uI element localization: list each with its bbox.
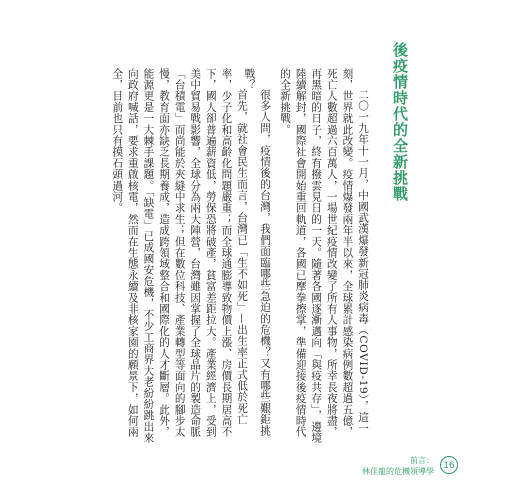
footer-section-label: 前言： [410, 456, 434, 465]
paragraph-text: 二〇一九年十一月，中國武漢爆發新冠肺炎病毒（COVID-19），這一刻，世界就此改變。疫情爆發兩年半以來，全球累計感染病例數超過五億，死亡人數超過六百萬人，一場世紀疫情改變了所有人事物，所幸長夜將盡，再黑暗的日子，終有撥雲見日的一天。隨著各國逐漸邁向「與疫共存」，邊境陸續解封，國際社會開始重回軌道，各國已摩拳擦掌，準備迎接後疫情時代的全新挑戰。 [279, 68, 369, 444]
paragraph-text: 首先，就社會民生而言，台灣已「生不如死」—出生率正式低於死亡率，少子化和高齡化問題嚴重；而全球通膨導致物價上漲、房價長期居高不下，國人卻普遍薪資低，勞保恐將破產，貧富差距拉大。產業經濟上，受到美中貿易戰影響，全球分為兩大陣營，台灣雖因掌握了全球晶片的製造命脈「台積電」而尚能於夾縫中求生；但在數位科技、產業轉型等面向的腳步太慢，教育面亦缺乏長期養成，造成跨領域整合和國際化的人才斷層。此外，能源更是一大棘手課題。「缺電」已成國安危機，不少工商界大老紛紛跳出來向政府喊話，要求重啟核電，然而在生態永續及非核家園的願景下，如何兩全，目前也只有摸石頭過河。 [111, 68, 248, 444]
page-footer [300, 452, 470, 480]
chapter-title: 後疫情時代的全新挑戰 [391, 42, 409, 202]
page-number: 16 [440, 456, 458, 474]
paragraph-text: 很多人問，疫情後的台灣，我們面臨哪些急迫的危機？又有哪些艱鉅挑戰？ [243, 68, 271, 437]
paragraph-question [243, 68, 272, 446]
paragraph-society [111, 68, 249, 446]
paragraph-intro [274, 68, 370, 446]
footer-book-title: 林佳龍的危機領導學 [362, 467, 434, 476]
running-footer [362, 455, 434, 477]
